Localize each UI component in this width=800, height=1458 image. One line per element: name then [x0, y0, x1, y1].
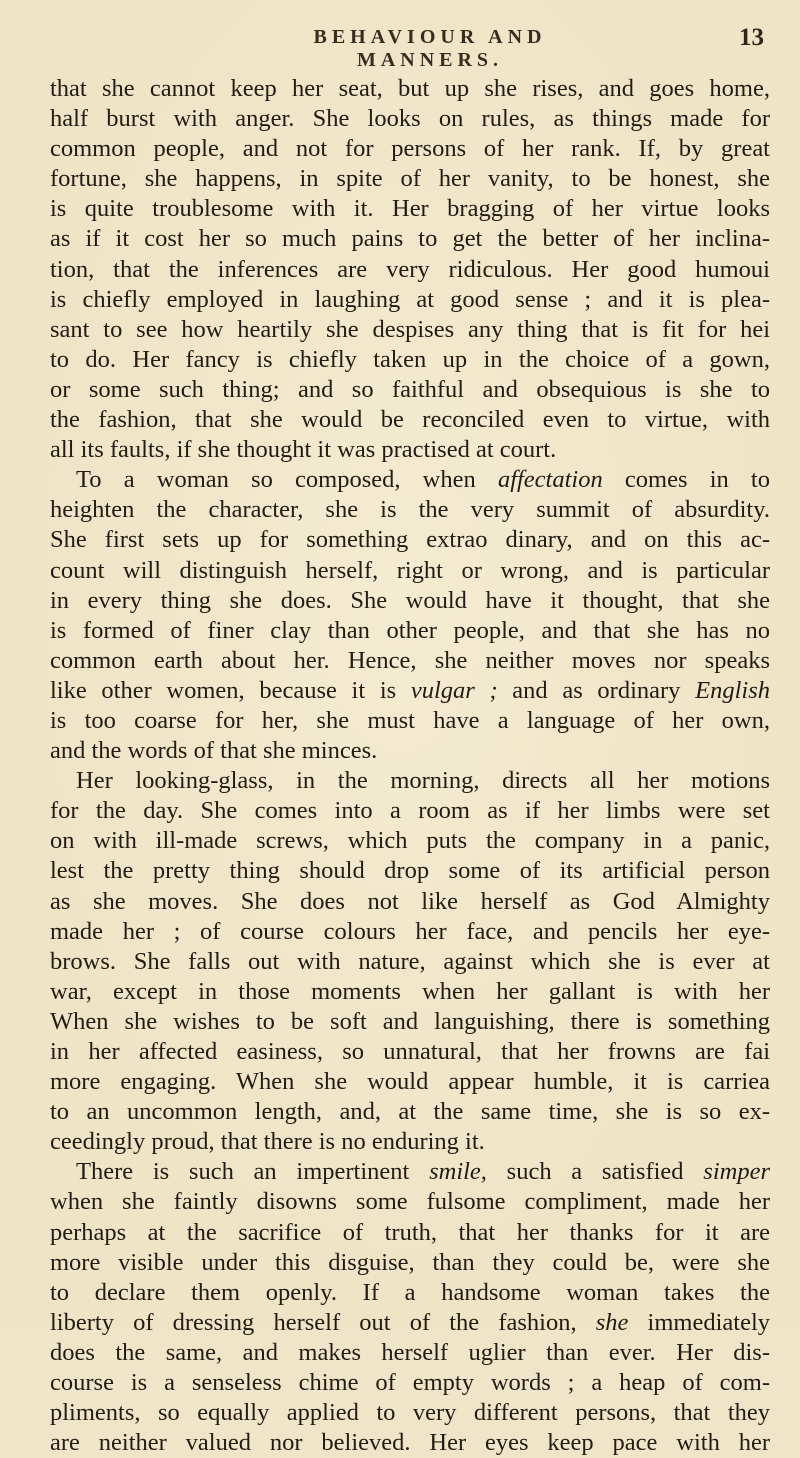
- text-line: [50, 465, 770, 495]
- text-line: war, except in those moments when her gallant is with her: [50, 977, 770, 1005]
- page-number: 13: [739, 24, 764, 51]
- text-line: as she moves. She does not like herself as God Almighty: [50, 887, 770, 915]
- italic-phrase: simper: [703, 1158, 770, 1186]
- text-line: is formed of finer clay than other people, and that she has no: [50, 616, 770, 644]
- text-line: Her looking-glass, in the morning, directs all her motions: [76, 767, 770, 795]
- text-line: to an uncommon length, and, at the same time, she is so ex-: [50, 1098, 770, 1126]
- text-line: is quite troublesome with it. Her bragging of her virtue looks: [50, 195, 770, 223]
- text-line: course is a senseless chime of empty words ; a heap of com-: [50, 1369, 770, 1397]
- text-line: heighten the character, she is the very summit of absurdity.: [50, 496, 770, 524]
- italic-phrase: vulgar ;: [410, 676, 498, 704]
- text-line: when she faintly disowns some fulsome compliment, made her: [50, 1188, 770, 1216]
- text-line: tion, that the inferences are very ridiculous. Her good humoui: [50, 255, 770, 283]
- text-line: is too coarse for her, she must have a language of her own,: [50, 706, 770, 734]
- text-run: There is such an impertinent: [76, 1158, 430, 1186]
- text-line: She first sets up for something extrao dinary, and on this ac-: [50, 526, 770, 554]
- text-line: or some such thing; and so faithful and obsequious is she to: [50, 375, 770, 403]
- text-line: fortune, she happens, in spite of her vanity, to be honest, she: [50, 165, 770, 193]
- text-line: common earth about her. Hence, she neither moves nor speaks: [50, 646, 770, 674]
- text-line: [50, 1308, 770, 1338]
- text-line: When she wishes to be soft and languishing, there is something: [50, 1007, 770, 1035]
- text-line: count will distinguish herself, right or wrong, and is particular: [50, 556, 770, 584]
- text-run: like other women, because it is: [50, 676, 411, 704]
- text-line: made her ; of course colours her face, and pencils her eye-: [50, 917, 770, 945]
- italic-phrase: affectation: [497, 466, 603, 494]
- text-run: comes in to: [602, 466, 770, 494]
- text-line: are neither valued nor believed. Her eyes keep pace with her: [50, 1429, 770, 1457]
- italic-phrase: she: [595, 1308, 629, 1336]
- text-line: pliments, so equally applied to very different persons, that they: [50, 1399, 770, 1427]
- text-line: that she cannot keep her seat, but up she rises, and goes home,: [50, 75, 770, 102]
- text-line: in her affected easiness, so unnatural, that her frowns are fai: [50, 1038, 770, 1065]
- text-line: lest the pretty thing should drop some of its artificial person: [50, 857, 770, 885]
- text-line: to declare them openly. If a handsome woman takes the: [50, 1278, 770, 1306]
- text-line: all its faults, if she thought it was practised at court.: [50, 436, 557, 464]
- italic-phrase: English: [695, 676, 770, 704]
- italic-phrase: smile,: [429, 1158, 487, 1186]
- text-run: liberty of dressing herself out of the fashion,: [50, 1308, 596, 1336]
- text-line: [50, 676, 770, 706]
- text-line: more visible under this disguise, than they could be, were she: [50, 1248, 770, 1276]
- text-line: on with ill-made screws, which puts the company in a panic,: [50, 827, 770, 855]
- text-line: more engaging. When she would appear humble, it is carriea: [50, 1068, 770, 1096]
- running-head: [0, 24, 800, 71]
- text-line: half burst with anger. She looks on rules, as things made for: [50, 105, 770, 133]
- running-title: BEHAVIOUR AND MANNERS.: [313, 26, 547, 71]
- text-line: for the day. She comes into a room as if her limbs were set: [50, 797, 770, 825]
- text-line: to do. Her fancy is chiefly taken up in the choice of a gown,: [50, 345, 770, 373]
- text-line: as if it cost her so much pains to get the better of her inclina-: [50, 225, 770, 253]
- text-line: the fashion, that she would be reconciled even to virtue, with: [50, 406, 770, 434]
- text-line: [50, 1157, 770, 1187]
- text-line: and the words of that she minces.: [50, 737, 378, 765]
- text-run: and as ordinary: [497, 676, 696, 704]
- text-line: perhaps at the sacrifice of truth, that her thanks for it are: [50, 1218, 770, 1246]
- text-run: To a woman so composed, when: [76, 466, 498, 494]
- text-line: ceedingly proud, that there is no enduring it.: [50, 1128, 485, 1156]
- text-line: in every thing she does. She would have it thought, that she: [50, 586, 770, 614]
- text-line: is chiefly employed in laughing at good sense ; and it is plea-: [50, 285, 770, 313]
- text-line: does the same, and makes herself uglier than ever. Her dis-: [50, 1338, 770, 1366]
- text-line: sant to see how heartily she despises any thing that is fit for hei: [50, 315, 770, 343]
- text-run: immediately: [628, 1308, 770, 1336]
- text-line: common people, and not for persons of her rank. If, by great: [50, 135, 770, 163]
- text-run: such a satisfied: [486, 1158, 704, 1186]
- body-text: [50, 74, 770, 1458]
- text-line: brows. She falls out with nature, against which she is ever at: [50, 947, 770, 975]
